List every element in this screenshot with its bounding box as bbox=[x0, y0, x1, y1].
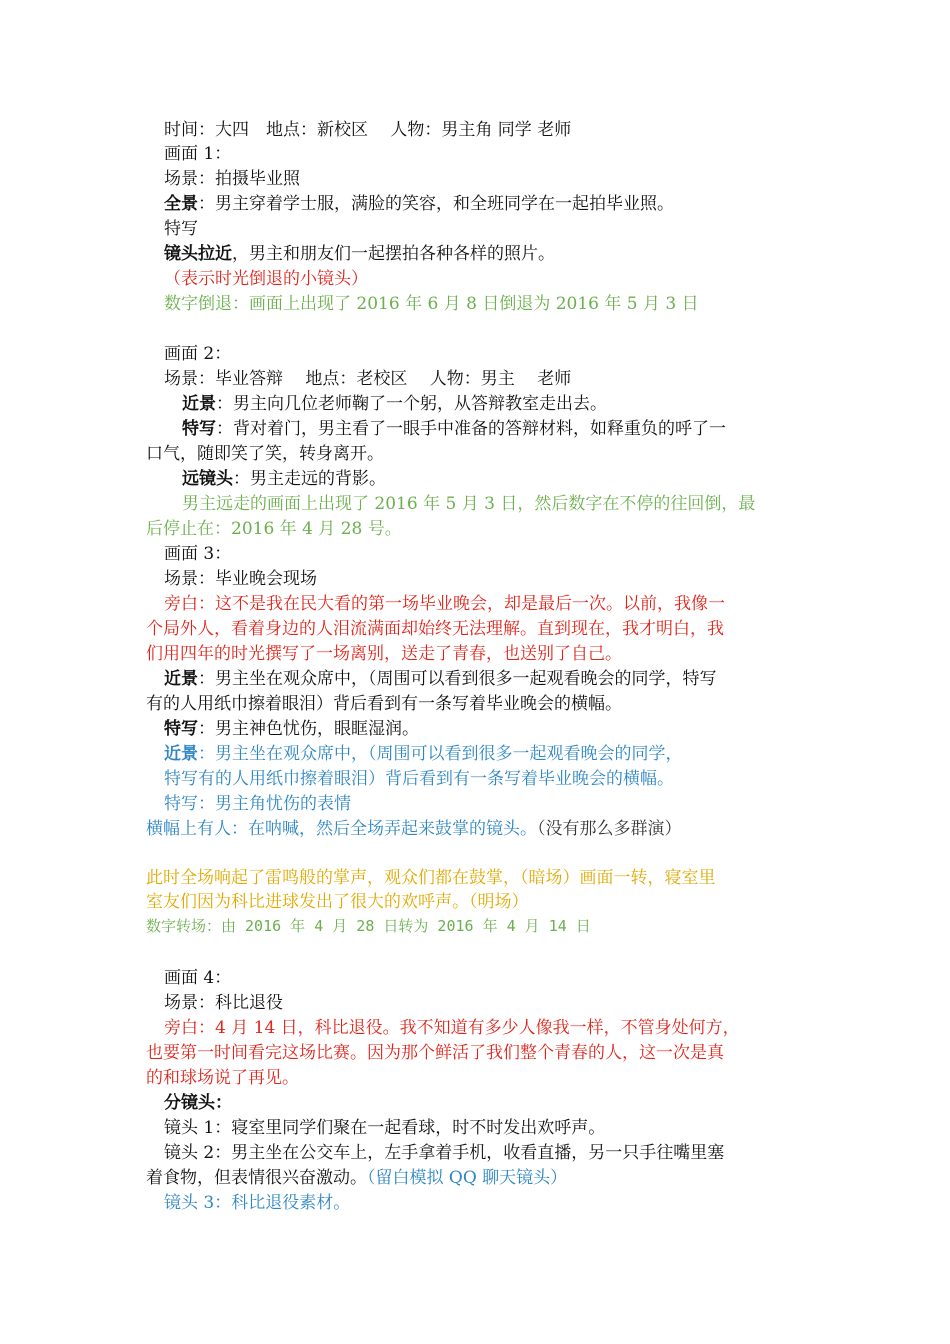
shot-text: ：男主坐在观众席中，（周围可以看到很多一起观看晚会的同学， bbox=[198, 744, 683, 764]
scene2-digits-cont: 后停止在：2016 年 4 月 28 号。 bbox=[146, 519, 402, 539]
shot-text: ，男主和朋友们一起摆拍各种各样的照片。 bbox=[232, 244, 555, 264]
shot-label: 近景 bbox=[164, 669, 198, 689]
scene4-shot3: 镜头 3：科比退役素材。 bbox=[164, 1193, 351, 1213]
scene1-digit-rewind: 数字倒退：画面上出现了 2016 年 6 月 8 日倒退为 2016 年 5 月 3 日 bbox=[164, 294, 699, 314]
scene3-near2-cont: 特写有的人用纸巾擦着眼泪）背后看到有一条写着毕业晚会的横幅。 bbox=[164, 769, 674, 789]
shot-label: 特写 bbox=[182, 419, 216, 439]
scene3-applause-cont: 室友们因为科比进球发出了很大的欢呼声。（明场） bbox=[146, 892, 529, 912]
scene1-closeup: 特写 bbox=[164, 219, 198, 239]
scene3-title: 画面 3： bbox=[164, 544, 232, 564]
shot-label: 远镜头 bbox=[182, 469, 233, 489]
scene3-narration-2: 个局外人，看着身边的人泪流满面却始终无法理解。直到现在，我才明白，我 bbox=[146, 619, 724, 639]
shot-label: 特写 bbox=[164, 719, 198, 739]
shot-text: ：男主向几位老师鞠了一个躬，从答辩教室走出去。 bbox=[216, 394, 607, 414]
shot-text: ：男主走远的背影。 bbox=[233, 469, 386, 489]
scene2-near bbox=[182, 392, 607, 416]
scene2-far bbox=[182, 467, 386, 491]
scene4-narration-3: 的和球场说了再见。 bbox=[146, 1068, 299, 1088]
scene3-near-cont: 有的人用纸巾擦着眼泪）背后看到有一条写着毕业晚会的横幅。 bbox=[146, 694, 622, 714]
scene1-setting: 场景：拍摄毕业照 bbox=[164, 169, 300, 189]
scene3-narration bbox=[164, 592, 725, 616]
scene4-shot1: 镜头 1：寝室里同学们聚在一起看球，时不时发出欢呼声。 bbox=[164, 1118, 606, 1138]
banner-note: （没有那么多群演） bbox=[537, 819, 682, 839]
scene1-title: 画面 1： bbox=[164, 144, 232, 164]
scene4-narration: 旁白：4 月 14 日，科比退役。我不知道有多少人像我一样，不管身处何方， bbox=[164, 1018, 740, 1038]
scene4-title: 画面 4： bbox=[164, 968, 232, 988]
scene3-banner bbox=[146, 817, 682, 841]
scene3-narration-3: 们用四年的时光撰写了一场离别，送走了青春，也送别了自己。 bbox=[146, 644, 622, 664]
intro-header: 时间：大四 地点：新校区 人物：男主角 同学 老师 bbox=[164, 120, 572, 140]
scene4-shot2: 镜头 2：男主坐在公交车上，左手拿着手机，收看直播，另一只手往嘴里塞 bbox=[164, 1143, 725, 1163]
scene2-digits: 男主远走的画面上出现了 2016 年 5 月 3 日，然后数字在不停的往回倒，最 bbox=[182, 494, 756, 514]
scene2-close-cont: 口气，随即笑了笑，转身离开。 bbox=[146, 444, 384, 464]
scene3-close bbox=[164, 717, 419, 741]
scene3-near bbox=[164, 667, 717, 691]
shot-text: ：男主坐在观众席中，（周围可以看到很多一起观看晚会的同学，特写 bbox=[198, 669, 717, 689]
scene3-close2: 特写：男主角忧伤的表情 bbox=[164, 794, 351, 814]
scene3-digit-transition: 数字转场：由 2016 年 4 月 28 日转为 2016 年 4 月 14 日 bbox=[146, 917, 591, 935]
scene4-narration-2: 也要第一时间看完这场比赛。因为那个鲜活了我们整个青春的人，这一次是真 bbox=[146, 1043, 724, 1063]
scene4-shot2-cont bbox=[146, 1166, 567, 1190]
scene2-setting: 场景：毕业答辩 地点：老校区 人物：男主 老师 bbox=[164, 369, 572, 389]
scene4-shots-title: 分镜头： bbox=[164, 1093, 232, 1113]
shot-label: 全景 bbox=[164, 194, 198, 214]
shot-text: 着食物，但表情很兴奋激动。 bbox=[146, 1168, 367, 1188]
narration-label: 旁白： bbox=[164, 594, 215, 614]
scene3-applause: 此时全场响起了雷鸣般的掌声，观众们都在鼓掌，（暗场）画面一转，寝室里 bbox=[146, 868, 716, 888]
scene4-setting: 场景：科比退役 bbox=[164, 993, 283, 1013]
scene2-title: 画面 2： bbox=[164, 344, 232, 364]
scene1-shot2 bbox=[164, 242, 555, 266]
banner-text: 横幅上有人：在呐喊，然后全场弄起来鼓掌的镜头。 bbox=[146, 819, 537, 839]
scene1-shot1 bbox=[164, 192, 674, 216]
shot-text: ：男主穿着学士服，满脸的笑容，和全班同学在一起拍毕业照。 bbox=[198, 194, 674, 214]
scene2-close bbox=[182, 417, 726, 441]
shot-label: 近景 bbox=[164, 744, 198, 764]
shot-text: ：背对着门，男主看了一眼手中准备的答辩材料，如释重负的呼了一 bbox=[216, 419, 726, 439]
scene3-setting: 场景：毕业晚会现场 bbox=[164, 569, 317, 589]
scene3-near2 bbox=[164, 742, 683, 766]
narration-text: 这不是我在民大看的第一场毕业晚会，却是最后一次。以前，我像一 bbox=[215, 594, 725, 614]
shot-label: 近景 bbox=[182, 394, 216, 414]
shot-note: （留白模拟 QQ 聊天镜头） bbox=[367, 1168, 568, 1188]
shot-text: ：男主神色忧伤，眼眶湿润。 bbox=[198, 719, 419, 739]
scene1-flashback-note: （表示时光倒退的小镜头） bbox=[164, 269, 368, 289]
shot-label: 镜头拉近 bbox=[164, 244, 232, 264]
